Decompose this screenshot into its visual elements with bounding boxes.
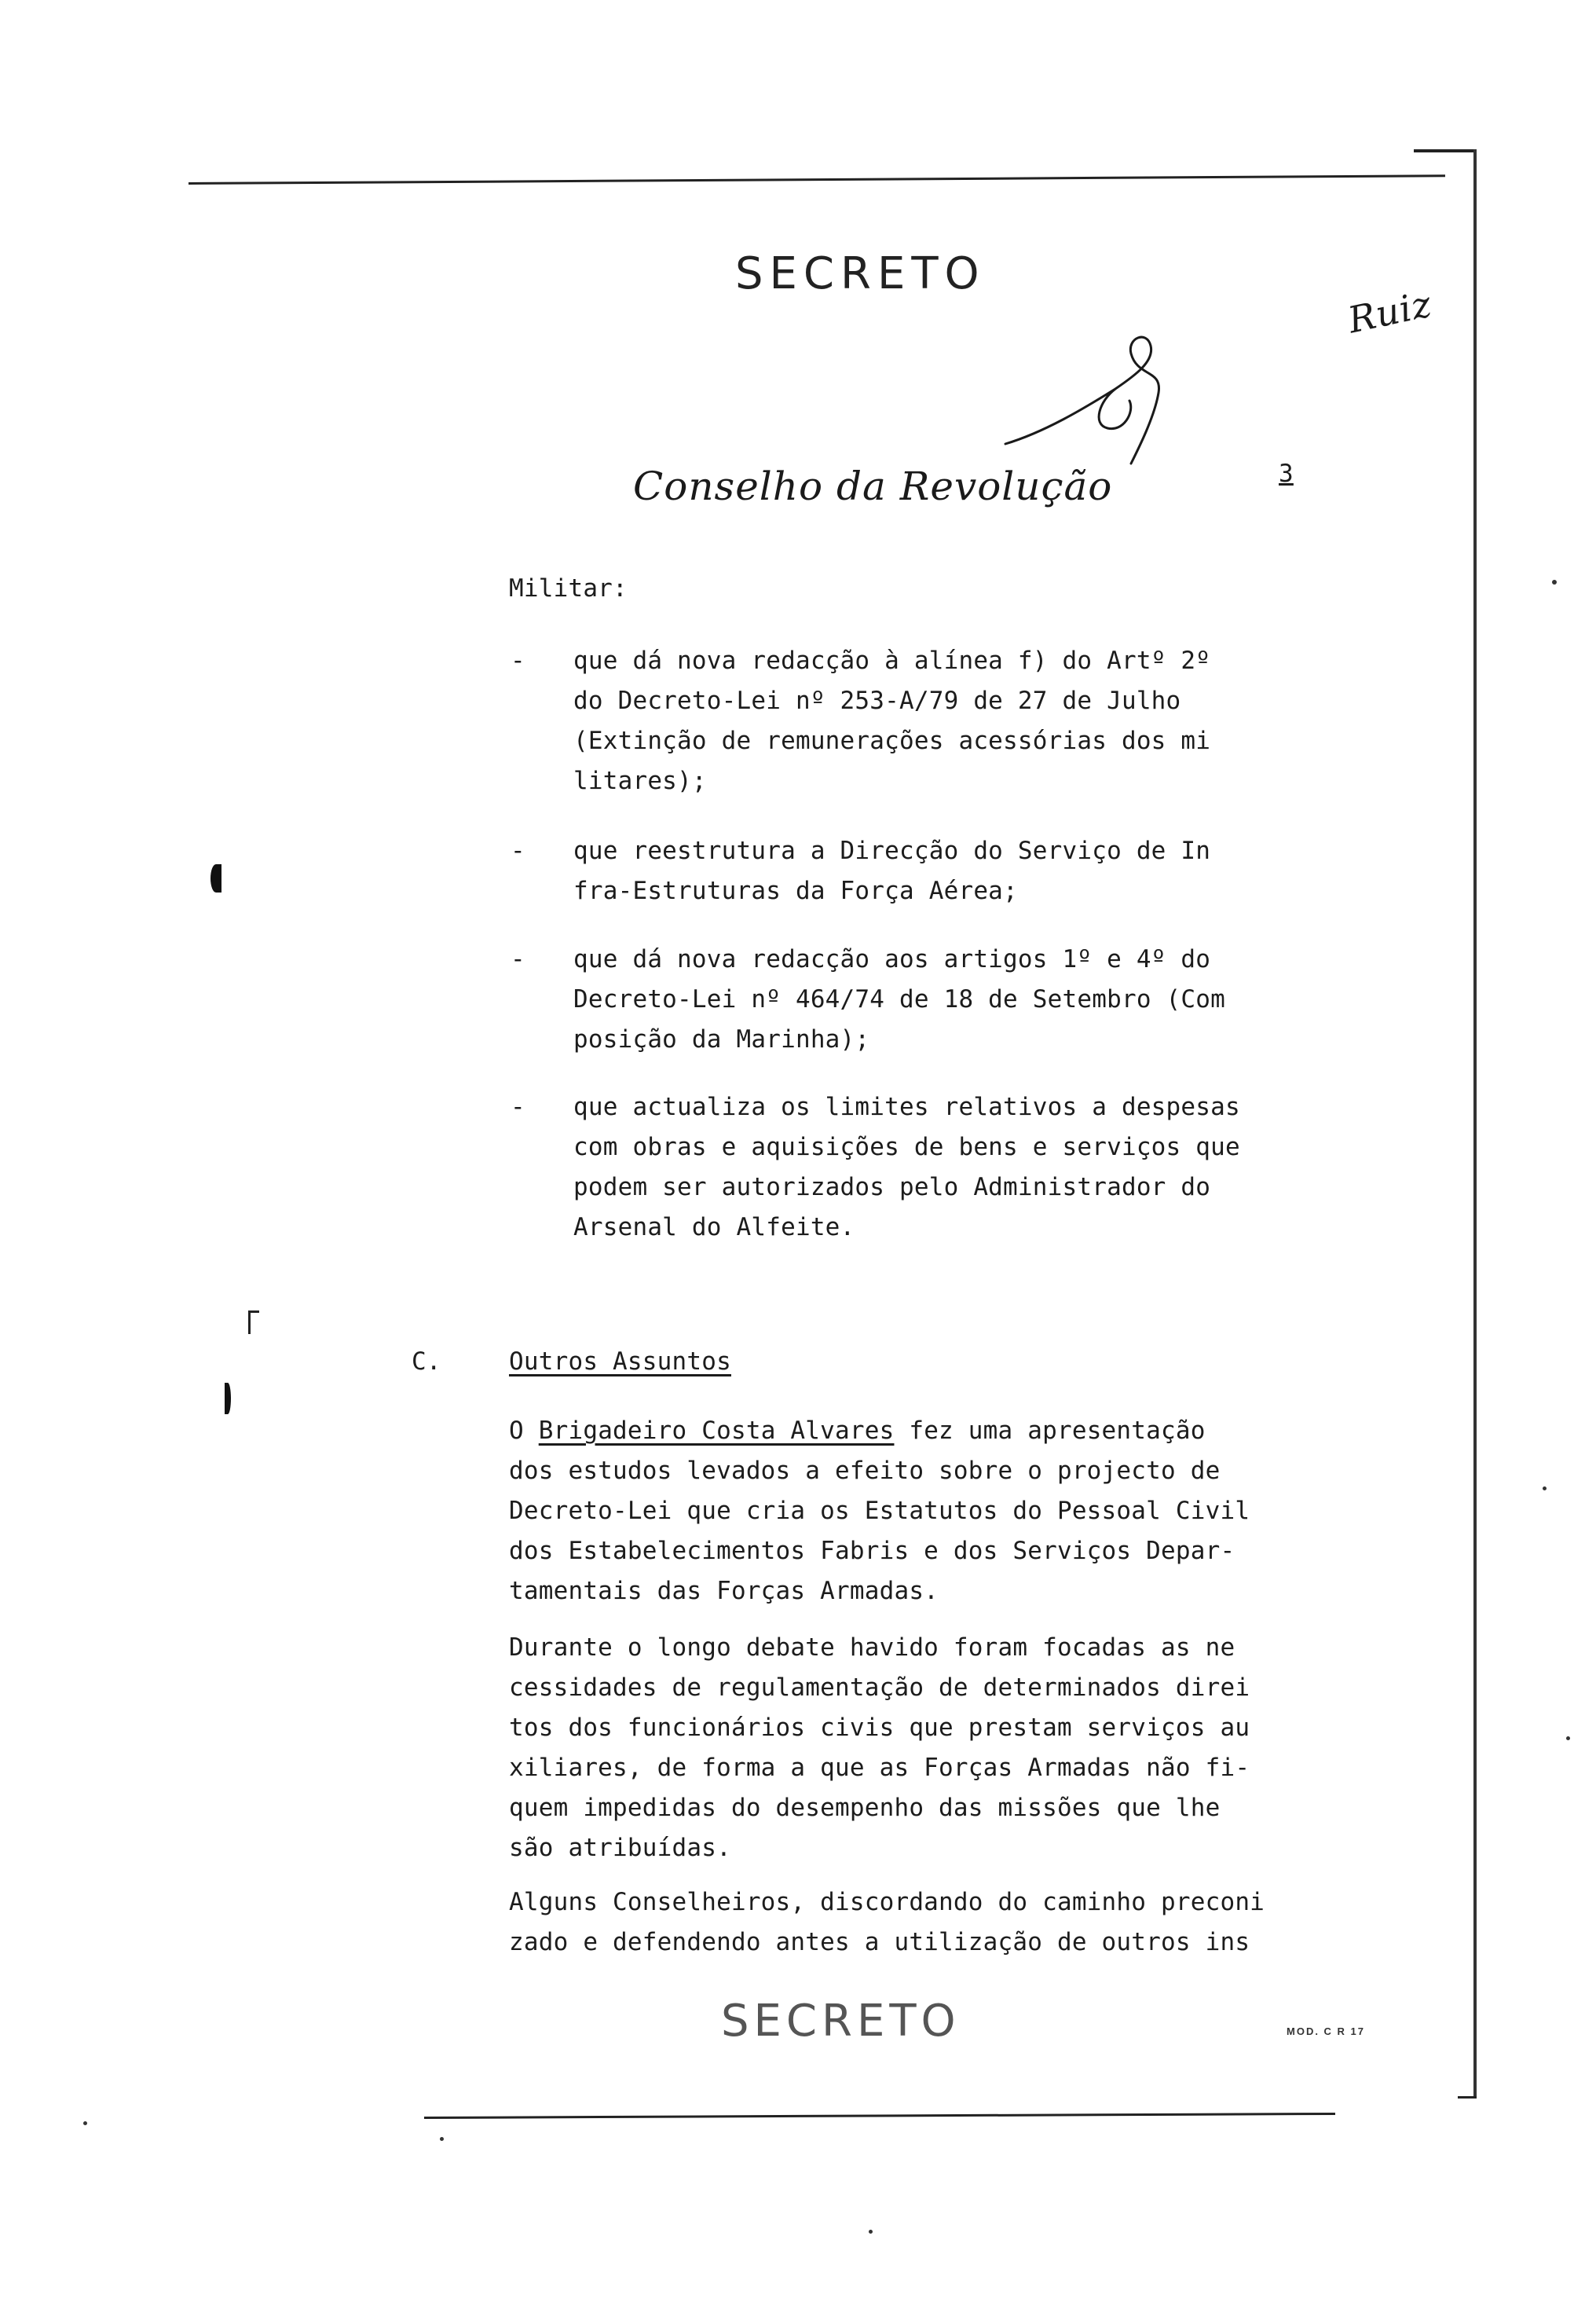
- bottom-border-rule: [424, 2113, 1335, 2119]
- top-border-rule: [189, 174, 1445, 185]
- list-dash: -: [511, 837, 525, 865]
- photocopy-speck: [440, 2137, 444, 2141]
- right-border-rule: [1473, 149, 1477, 2098]
- list-item: [509, 1087, 1373, 1252]
- right-bottom-tick: [1458, 2096, 1477, 2099]
- left-edge-mark-2: [225, 1383, 231, 1414]
- list-item-text: que dá nova redacção à alínea f) do Artº 2º do Decreto-Lei nº 253-A/79 de 27 de Julho (Extinção de remunerações acessórias dos mi litares);: [573, 647, 1211, 795]
- list-dash: -: [511, 1093, 525, 1121]
- photocopy-speck: [1543, 1486, 1547, 1490]
- list-dash: -: [511, 647, 525, 675]
- photocopy-speck: [869, 2230, 873, 2234]
- list-item-text: que dá nova redacção aos artigos 1º e 4º do Decreto-Lei nº 464/74 de 18 de Setembro (Com posição da Marinha);: [573, 945, 1225, 1054]
- secret-stamp-top: SECRETO: [735, 248, 986, 299]
- section-title: Outros Assuntos: [509, 1347, 731, 1376]
- list-item-text: que actualiza os limites relativos a despesas com obras e aquisições de bens e serviços que podem ser autorizados pelo Administrador do Arsenal do Alfeite.: [573, 1093, 1240, 1241]
- handwritten-initials: Ruiz: [1344, 282, 1436, 342]
- letterhead-title: Conselho da Revolução: [633, 464, 1113, 509]
- secret-stamp-bottom: SECRETO: [721, 1996, 961, 2047]
- list-item: [509, 831, 1373, 918]
- left-edge-bracket-top: [248, 1310, 259, 1313]
- list-item: [509, 940, 1373, 1065]
- paragraph: Durante o longo debate havido foram focadas as ne cessidades de regulamentação de determinados direi tos dos funcionários civis que prestam serviços au xiliares, de forma a que as Forças Armadas não fi- quem impedidas do desempenho das missões que lhe são atribuídas.: [509, 1633, 1250, 1862]
- page-number: 3: [1279, 460, 1294, 488]
- left-edge-bracket: [248, 1310, 251, 1334]
- signature-mark: [998, 314, 1186, 471]
- paragraph-lead-line: O Brigadeiro Costa Alvares fez uma apresentação: [509, 1417, 1206, 1445]
- photocopy-speck: [1566, 1736, 1570, 1740]
- photocopy-speck: [83, 2121, 87, 2125]
- section-letter: C.: [412, 1347, 441, 1376]
- left-edge-mark: [210, 864, 221, 893]
- list-dash: -: [511, 945, 525, 973]
- top-right-rule: [1414, 149, 1477, 152]
- person-name: Brigadeiro Costa Alvares: [538, 1417, 895, 1445]
- list-item: [509, 641, 1373, 806]
- paragraph: Alguns Conselheiros, discordando do caminho preconi zado e defendendo antes a utilização de outros ins: [509, 1888, 1265, 1956]
- list-item-text: que reestrutura a Direcção do Serviço de In fra-Estruturas da Força Aérea;: [573, 837, 1211, 905]
- section-heading-militar: Militar:: [509, 574, 628, 603]
- photocopy-speck: [1552, 580, 1557, 585]
- paragraph: O Brigadeiro Costa Alvares fez uma apresentação dos estudos levados a efeito sobre o projecto de Decreto-Lei que cria os Estatutos do Pessoal Civil dos Estabelecimentos Fabris e dos Serviços Depar- tamentais das Forças Armadas.: [509, 1411, 1250, 1611]
- form-code: MOD. C R 17: [1287, 2025, 1366, 2037]
